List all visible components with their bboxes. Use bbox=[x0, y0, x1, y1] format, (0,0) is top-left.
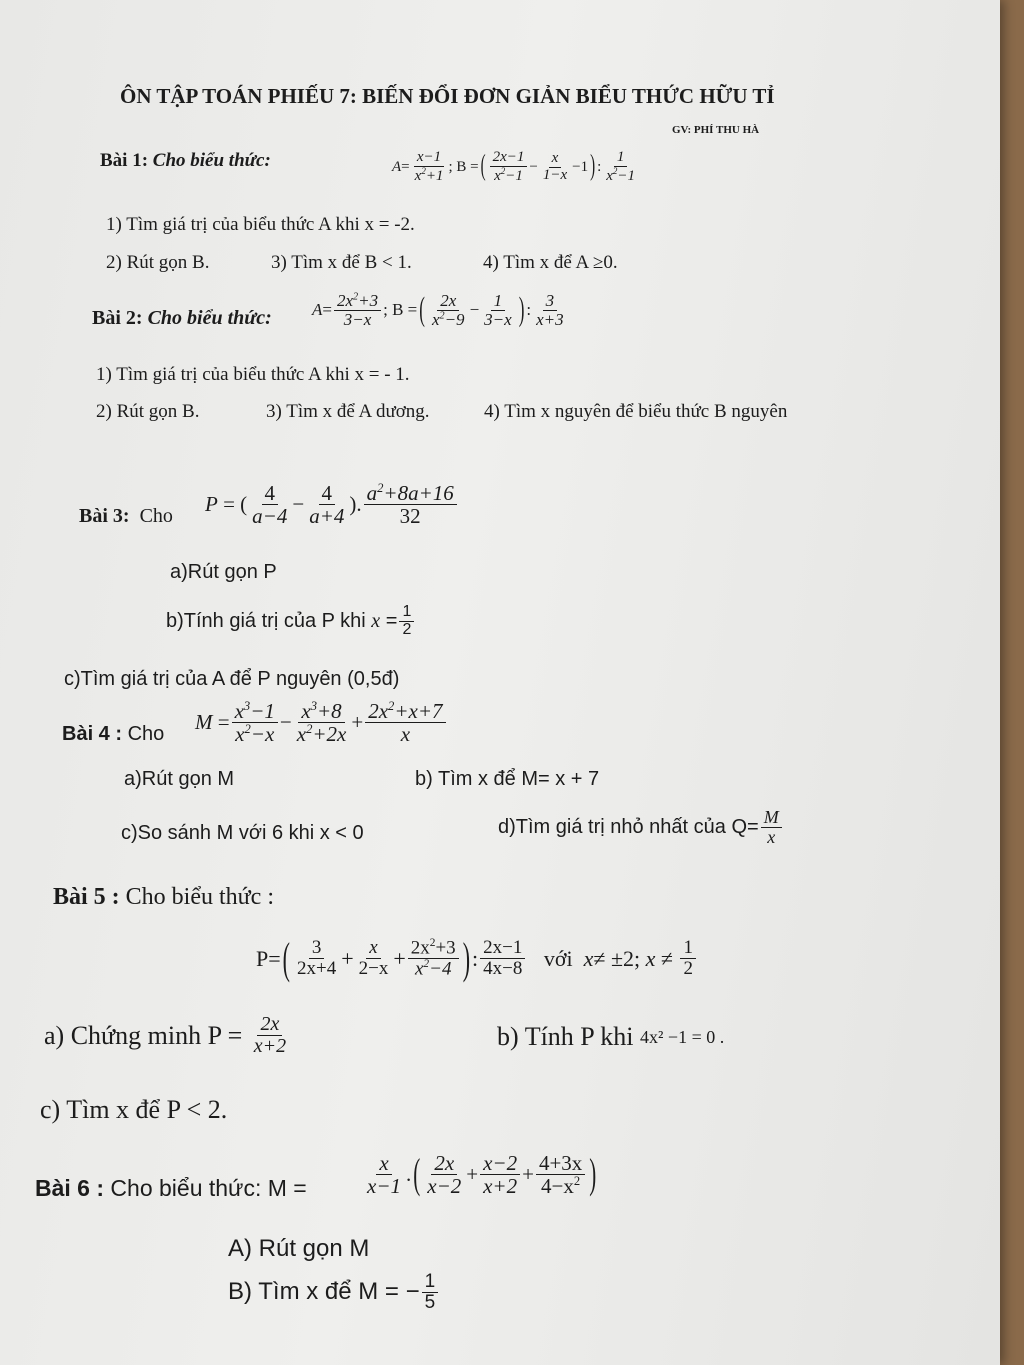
teacher-name: GV: PHÍ THU HÀ bbox=[672, 124, 760, 136]
bai4-qb: b) Tìm x để M= x + 7 bbox=[415, 768, 600, 790]
bai1-q1: 1) Tìm giá trị của biểu thức A khi x = -2. bbox=[106, 214, 415, 235]
bai1-header: Bài 1: Cho biểu thức: bbox=[100, 150, 271, 171]
bai3-qb: b)Tính giá trị của P khi x = 1 2 bbox=[166, 604, 416, 639]
bai3-formula: P = ( 4 a−4 − 4 a+4 ). $a^2+8a+16$ 32 bbox=[205, 482, 459, 527]
bai5-qb: b) Tính P khi 4x² −1 = 0 . bbox=[497, 1022, 725, 1051]
bai2-q3: 3) Tìm x để A dương. bbox=[266, 401, 430, 422]
bai4-header: Bài 4 : Cho bbox=[62, 723, 165, 745]
bai2-header: Bài 2: Cho biểu thức: bbox=[92, 307, 272, 329]
page-title: ÔN TẬP TOÁN PHIẾU 7: BIẾN ĐỔI ĐƠN GIẢN BIỂU THỨC HỮU TỈ bbox=[120, 84, 775, 108]
bai4-formula: M = $x^3-1$ $x^2-x$ − $x^3+8$ $x^2+2x$ + $2x^2+x+7$ x bbox=[195, 700, 448, 745]
bai3-header: Bài 3: Cho bbox=[79, 505, 173, 527]
bai6-formula: x x−1 . ( 2x x−2 + x−2 x+2 + 4+3x $4-x^2$ ) bbox=[367, 1149, 597, 1199]
bai1-q4: 4) Tìm x để A ≥0. bbox=[483, 252, 618, 273]
bai4-qa: a)Rút gọn M bbox=[124, 768, 235, 790]
bai5-header: Bài 5 : Cho biểu thức : bbox=[53, 884, 274, 910]
bai1-formula: A = x−1 $x^2+1$ ; B = ( 2x−1 $x^2-1$ − x 1−x −1 ) : 1 $x^2-1$ bbox=[392, 149, 636, 184]
bai4-qd: d)Tìm giá trị nhỏ nhất của Q= $\frac{M}{x}$ bbox=[498, 808, 784, 847]
bai2-q4: 4) Tìm x nguyên để biểu thức B nguyên bbox=[484, 401, 788, 422]
bai3-qa: a)Rút gọn P bbox=[170, 561, 277, 583]
bai2-formula: A = $2x^2+3$ 3−x ; B = ( 2x $x^2-9$ − 1 3−x ) : 3 x+3 bbox=[312, 290, 564, 329]
bai6-qb: B) Tìm x để M = − $\frac{1}{5}$ bbox=[228, 1272, 440, 1313]
bai5-qa: a) Chứng minh P = $\frac{2x}{x+2}$ bbox=[44, 1013, 287, 1057]
bai2-q1: 1) Tìm giá trị của biểu thức A khi x = - 1. bbox=[96, 364, 410, 385]
bai5-qb-expr: 4x² −1 = 0 . bbox=[640, 1026, 725, 1047]
bai2-q2: 2) Rút gọn B. bbox=[96, 401, 200, 422]
bai4-qc: c)So sánh M với 6 khi x < 0 bbox=[121, 822, 364, 844]
bai5-qc: c) Tìm x để P < 2. bbox=[40, 1095, 228, 1124]
bai3-qc: c)Tìm giá trị của A để P nguyên (0,5đ) bbox=[64, 668, 400, 690]
bai6-qa: A) Rút gọn M bbox=[228, 1235, 370, 1262]
bai1-q2: 2) Rút gọn B. bbox=[106, 252, 210, 273]
bai5-formula: P= ( 3 2x+4 + x 2−x + $2x^2+3$ $x^2-4$ ) : 2x−1 4x−8 với x ≠ ±2; x ≠ 1 2 bbox=[256, 938, 698, 980]
bai1-q3: 3) Tìm x để B < 1. bbox=[271, 252, 412, 273]
bai6-header: Bài 6 : Cho biểu thức: M = bbox=[35, 1175, 307, 1201]
